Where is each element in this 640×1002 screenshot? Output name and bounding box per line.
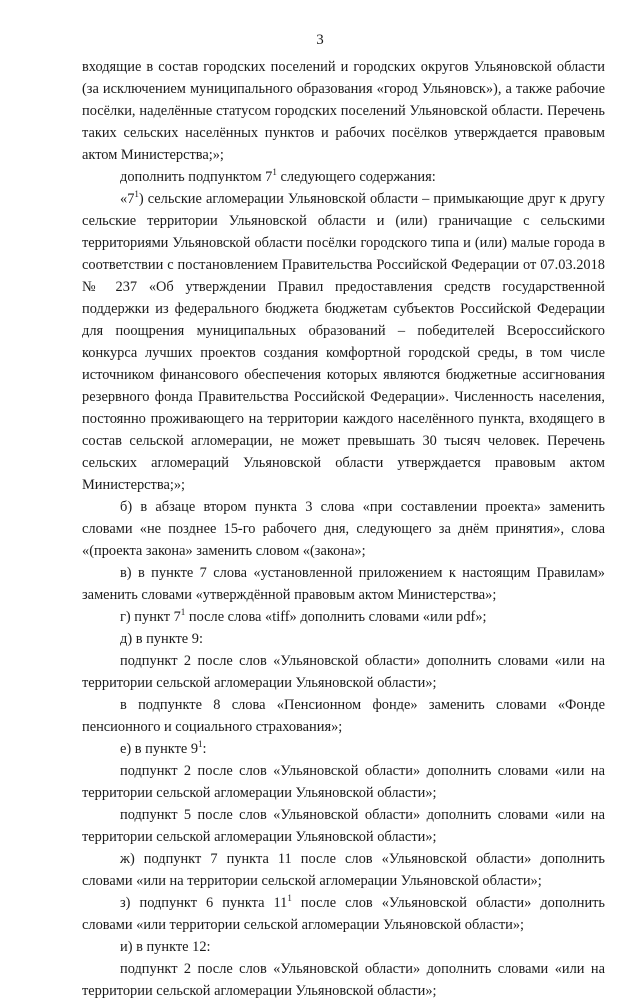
- paragraph: б) в абзаце втором пункта 3 слова «при составлении проекта» заменить словами «не позднее 15-го рабочего дня, следующего за днём принятия», слова «(проекта закона» заменить словом «(закона»;: [82, 499, 605, 559]
- paragraph: ж) подпункт 7 пункта 11 после слов «Ульяновской области» дополнить словами «или на территории сельской агломерации Ульяновской области»;: [82, 851, 605, 889]
- paragraph: з) подпункт 6 пункта $11^1$ после слов «Ульяновской области» дополнить словами «или территории сельской агломерации Ульяновской области»;: [82, 893, 605, 933]
- paragraph: подпункт 2 после слов «Ульяновской области» дополнить словами «или на территории сельской агломерации Ульяновской области»;: [82, 653, 605, 691]
- paragraph: в подпункте 8 слова «Пенсионном фонде» заменить словами «Фонде пенсионного и социального страхования»;: [82, 697, 605, 735]
- paragraph: «$7^1$) сельские агломерации Ульяновской области – примыкающие друг к другу сельские территории Ульяновской области и (или) граничащие с сельскими территориями Ульяновской области посёлки городского типа и (или) малые города в соответствии с постановлением Правительства Российской Федерации от 07.03.2018 № 237 «Об утверждении Правил предоставления средств государственной поддержки из федерального бюджета бюджетам субъектов Российской Федерации для поощрения муниципальных образований – победителей Всероссийского конкурса лучших проектов создания комфортной городской среды, в том числе источником финансового обеспечения которых являются бюджетные ассигнования резервного фонда Правительства Российской Федерации». Численность населения, постоянно проживающего на территории каждого населённого пункта, входящего в состав сельской агломерации, не может превышать 30 тысяч человек. Перечень сельских агломераций Ульяновской области утверждается правовым актом Министерства;»;: [82, 189, 605, 493]
- paragraph: дополнить подпунктом $7^1$ следующего содержания:: [120, 167, 436, 185]
- document-body: [82, 56, 605, 1002]
- paragraph: подпункт 2 после слов «Ульяновской области» дополнить словами «или на территории сельской агломерации Ульяновской области»;: [82, 961, 605, 999]
- paragraph: входящие в состав городских поселений и городских округов Ульяновской области (за исключением муниципального образования «город Ульяновск»), а также рабочие посёлки, наделённые статусом городских поселений Ульяновской области. Перечень таких сельских населённых пунктов и рабочих посёлков утверждается правовым актом Министерства;»;: [82, 59, 605, 163]
- paragraph: подпункт 2 после слов «Ульяновской области» дополнить словами «или на территории сельской агломерации Ульяновской области»;: [82, 763, 605, 801]
- paragraph: и) в пункте 12:: [120, 939, 211, 955]
- page-number: 3: [316, 32, 324, 48]
- paragraph: е) в пункте $9^1$:: [120, 739, 207, 757]
- paragraph: подпункт 5 после слов «Ульяновской области» дополнить словами «или на территории сельской агломерации Ульяновской области»;: [82, 807, 605, 845]
- paragraph: г) пункт $7^1$ после слова «tiff» дополнить словами «или pdf»;: [120, 607, 487, 625]
- paragraph: д) в пункте 9:: [120, 631, 203, 647]
- paragraph: в) в пункте 7 слова «установленной приложением к настоящим Правилам» заменить словами «утверждённой правовым актом Министерства»;: [82, 565, 605, 603]
